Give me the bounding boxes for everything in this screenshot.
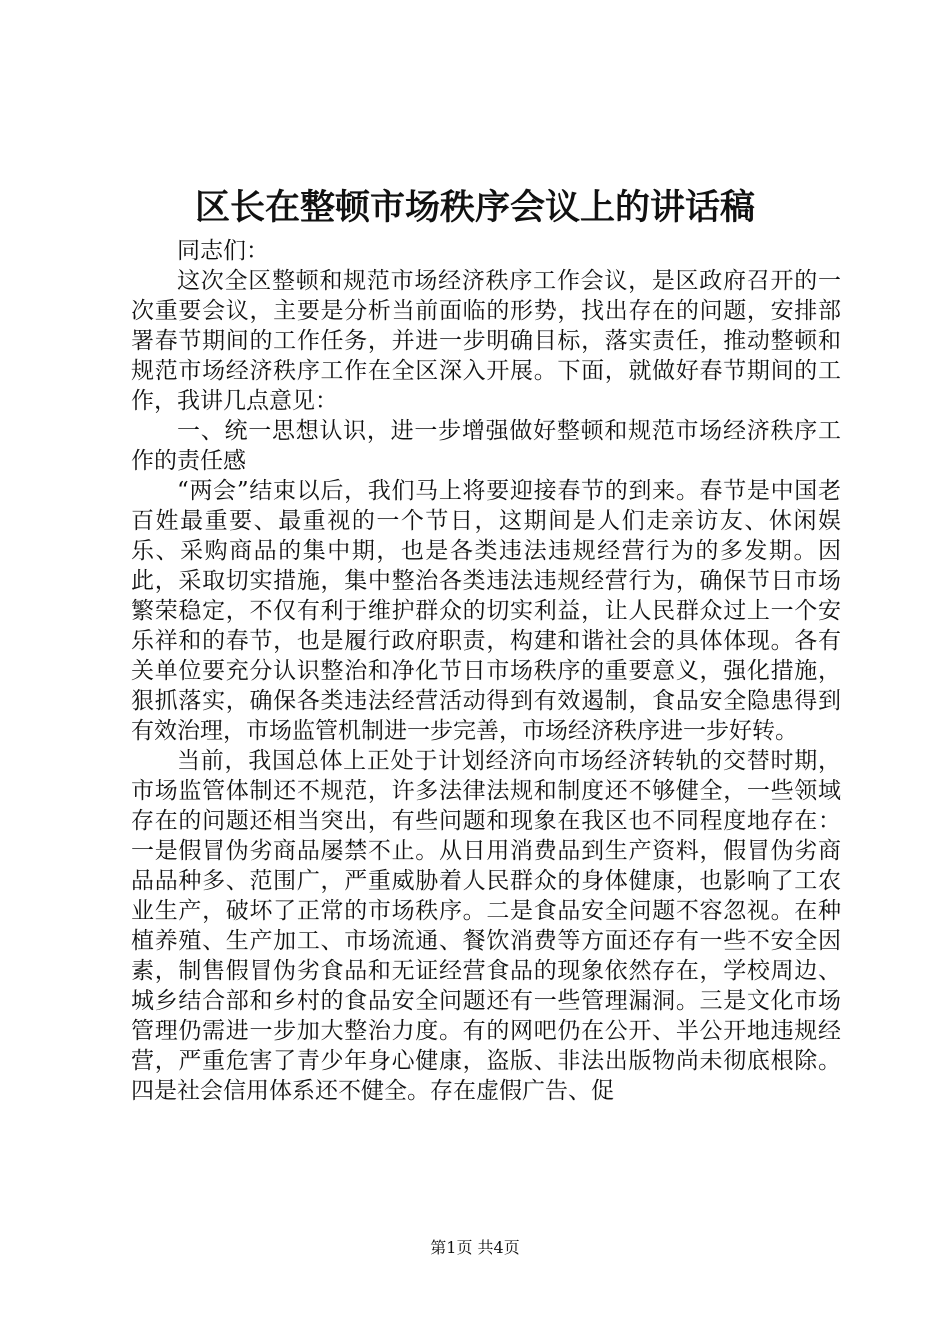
document-title: 区长在整顿市场秩序会议上的讲话稿 xyxy=(194,187,755,228)
section-heading-1: 一、统一思想认识，进一步增强做好整顿和规范市场经济秩序工作的责任感 xyxy=(131,418,841,474)
body-paragraph-spring-festival: “两会”结束以后，我们马上将要迎接春节的到来。春节是中国老百姓最重要、最重视的一个节日，这期间是人们走亲访友、休闲娱乐、采购商品的集中期，也是各类违法违规经营行为的多发期。因此，采取切实措施，集中整治各类违法违规经营行为，确保节日市场繁荣稳定，不仅有利于维护群众的切实利益，让人民群众过上一个安乐祥和的春节，也是履行政府职责，构建和谐社会的具体体现。各有关单位要充分认识整治和净化节日市场秩序的重要意义，强化措施，狠抓落实，确保各类违法经营活动得到有效遏制，食品安全隐患得到有效治理，市场监管机制进一步完善，市场经济秩序进一步好转。 xyxy=(131,478,841,744)
document-body xyxy=(131,236,841,1106)
intro-paragraph: 这次全区整顿和规范市场经济秩序工作会议，是区政府召开的一次重要会议，主要是分析当前面临的形势，找出存在的问题，安排部署春节期间的工作任务，并进一步明确目标，落实责任，推动整顿和规范市场经济秩序工作在全区深入开展。下面，就做好春节期间的工作，我讲几点意见： xyxy=(131,268,841,414)
body-paragraph-current-issues: 当前，我国总体上正处于计划经济向市场经济转轨的交替时期，市场监管体制还不规范，许多法律法规和制度还不够健全，一些领域存在的问题还相当突出，有些问题和现象在我区也不同程度地存在：一是假冒伪劣商品屡禁不止。从日用消费品到生产资料，假冒伪劣商品品种多、范围广，严重威胁着人民群众的身体健康，也影响了工农业生产，破坏了正常的市场秩序。二是食品安全问题不容忽视。在种植养殖、生产加工、市场流通、餐饮消费等方面还存有一些不安全因素，制售假冒伪劣食品和无证经营食品的现象依然存在，学校周边、城乡结合部和乡村的食品安全问题还有一些管理漏洞。三是文化市场管理仍需进一步加大整治力度。有的网吧仍在公开、半公开地违规经营，严重危害了青少年身心健康，盗版、非法出版物尚未彻底根除。四是社会信用体系还不健全。存在虚假广告、促 xyxy=(131,748,841,1104)
salutation-paragraph: 同志们： xyxy=(177,238,269,264)
page-number-footer: 第1页 共4页 xyxy=(430,1238,520,1257)
